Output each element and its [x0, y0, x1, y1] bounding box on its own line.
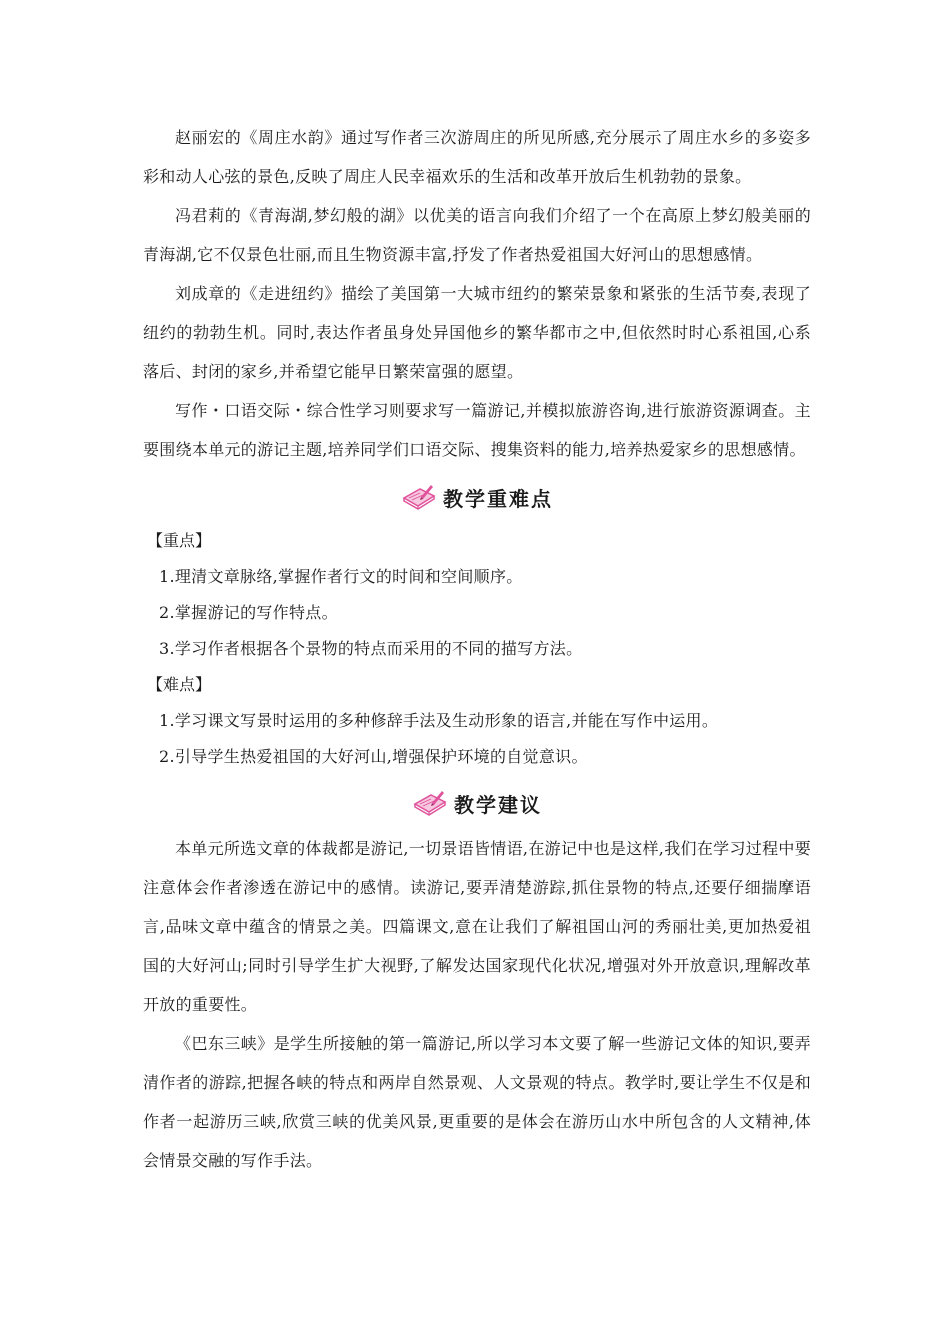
difficulty-heading: 【难点】 — [147, 675, 212, 694]
section-title-key-points: 教学重难点 — [443, 486, 553, 511]
intro-paragraph-1: 赵丽宏的《周庄水韵》通过写作者三次游周庄的所见所感,充分展示了周庄水乡的多姿多彩和动人心弦的景色,反映了周庄人民幸福欢乐的生活和改革开放后生机勃勃的景象。 — [143, 128, 811, 186]
intro-paragraph-3: 刘成章的《走进纽约》描绘了美国第一大城市纽约的繁荣景象和紧张的生活节奏,表现了纽约的勃勃生机。同时,表达作者虽身处异国他乡的繁华都市之中,但依然时时心系祖国,心系落后、封闭的家乡,并希望它能早日繁荣富强的愿望。 — [143, 284, 811, 381]
focus-heading: 【重点】 — [147, 531, 212, 550]
section-heading-suggestions — [143, 781, 811, 825]
book-pen-icon — [401, 482, 437, 512]
suggestion-paragraph-2: 《巴东三峡》是学生所接触的第一篇游记,所以学习本文要了解一些游记文体的知识,要弄清作者的游踪,把握各峡的特点和两岸自然景观、人文景观的特点。教学时,要让学生不仅是和作者一起游历三峡,欣赏三峡的优美风景,更重要的是体会在游历山水中所包含的人文精神,体会情景交融的写作手法。 — [143, 1034, 811, 1170]
intro-paragraph-2: 冯君莉的《青海湖,梦幻般的湖》以优美的语言向我们介绍了一个在高原上梦幻般美丽的青海湖,它不仅景色壮丽,而且生物资源丰富,抒发了作者热爱祖国大好河山的思想感情。 — [143, 206, 811, 264]
suggestion-paragraph-1: 本单元所选文章的体裁都是游记,一切景语皆情语,在游记中也是这样,我们在学习过程中要注意体会作者渗透在游记中的感情。读游记,要弄清楚游踪,抓住景物的特点,还要仔细揣摩语言,品味文章中蕴含的情景之美。四篇课文,意在让我们了解祖国山河的秀丽壮美,更加热爱祖国的大好河山;同时引导学生扩大视野,了解发达国家现代化状况,增强对外开放意识,理解改革开放的重要性。 — [143, 839, 811, 1014]
difficulty-item-1: 1.学习课文写景时运用的多种修辞手法及生动形象的语言,并能在写作中运用。 — [159, 711, 719, 730]
focus-item-3: 3.学习作者根据各个景物的特点而采用的不同的描写方法。 — [159, 639, 583, 658]
focus-item-2: 2.掌握游记的写作特点。 — [159, 603, 338, 622]
section-heading-key-points — [143, 475, 811, 519]
section-title-suggestions: 教学建议 — [454, 792, 542, 817]
difficulty-item-2: 2.引导学生热爱祖国的大好河山,增强保护环境的自觉意识。 — [159, 747, 588, 766]
document-page — [143, 118, 811, 1180]
focus-item-1: 1.理清文章脉络,掌握作者行文的时间和空间顺序。 — [159, 567, 523, 586]
book-pen-icon — [412, 788, 448, 818]
intro-paragraph-4: 写作・口语交际・综合性学习则要求写一篇游记,并模拟旅游咨询,进行旅游资源调查。主要围绕本单元的游记主题,培养同学们口语交际、搜集资料的能力,培养热爱家乡的思想感情。 — [143, 401, 811, 459]
